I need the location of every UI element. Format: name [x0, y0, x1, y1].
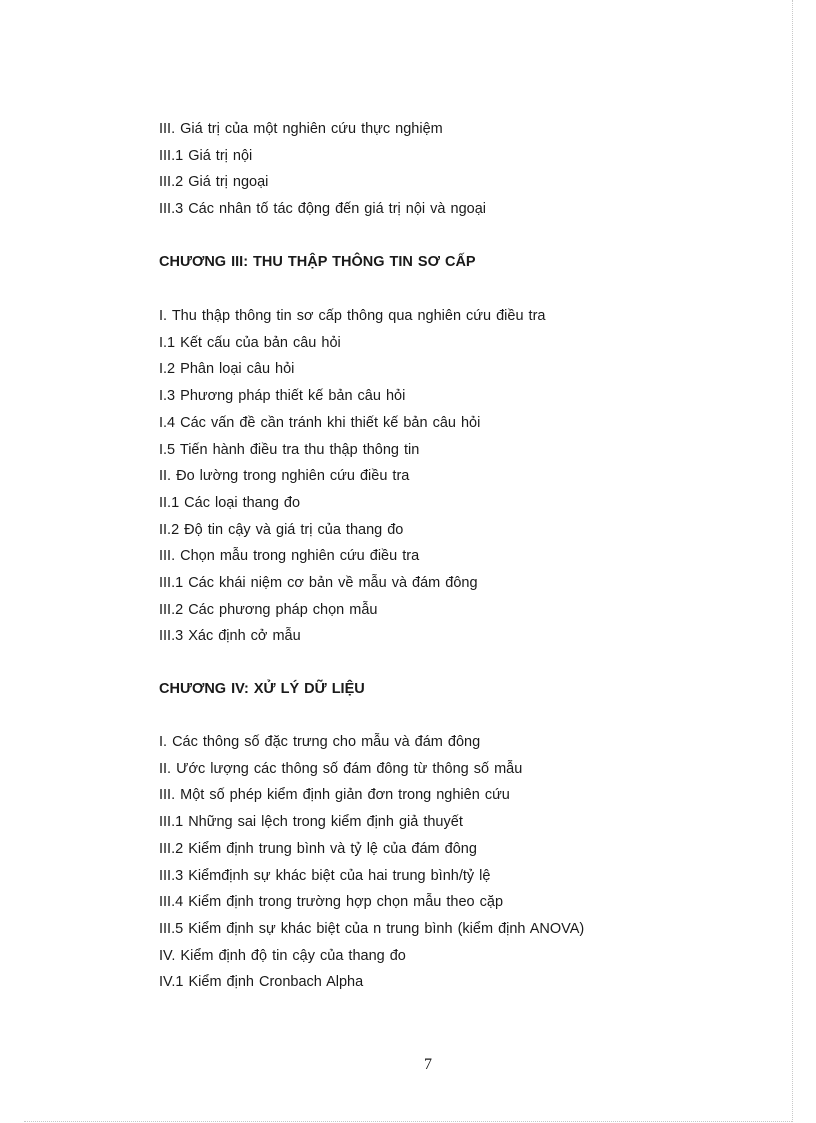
- toc-line: III.3 Kiểmđịnh sự khác biệt của hai trung bình/tỷ lệ: [159, 867, 491, 884]
- toc-line: III.5 Kiểm định sự khác biệt của n trung bình (kiểm định ANOVA): [159, 920, 585, 937]
- toc-line: III.2 Kiểm định trung bình và tỷ lệ của đám đông: [159, 840, 477, 857]
- chapter-3-items: [159, 303, 545, 650]
- toc-line: III. Một số phép kiểm định giản đơn trong nghiên cứu: [159, 787, 510, 804]
- toc-line: II. Đo lường trong nghiên cứu điều tra: [159, 468, 410, 485]
- toc-line: I.3 Phương pháp thiết kế bản câu hỏi: [159, 388, 406, 405]
- toc-line: III. Chọn mẫu trong nghiên cứu điều tra: [159, 548, 420, 565]
- section-three-items: [159, 116, 486, 223]
- toc-line: I. Các thông số đặc trưng cho mẫu và đám đông: [159, 734, 481, 750]
- chapter-4-items: [159, 729, 584, 996]
- toc-line: III.1 Những sai lệch trong kiểm định giả thuyết: [159, 814, 463, 831]
- toc-line: III.3 Xác định cở mẫu: [159, 628, 301, 645]
- page-bottom-border: [24, 1121, 792, 1122]
- toc-line: III.1 Giá trị nội: [159, 147, 253, 164]
- chapter-3-heading: CHƯƠNG III: THU THẬP THÔNG TIN SƠ CẤP: [159, 254, 476, 270]
- toc-line: I.2 Phân loại câu hỏi: [159, 361, 295, 378]
- toc-line: I.1 Kết cấu của bản câu hỏi: [159, 334, 341, 351]
- toc-line: IV.1 Kiểm định Cronbach Alpha: [159, 974, 364, 991]
- toc-line: III. Giá trị của một nghiên cứu thực nghiệm: [159, 121, 443, 137]
- toc-line: III.1 Các khái niệm cơ bản về mẫu và đám đông: [159, 575, 478, 592]
- toc-line: II.2 Độ tin cậy và giá trị của thang đo: [159, 521, 404, 538]
- toc-line: III.4 Kiểm định trong trường hợp chọn mẫu theo cặp: [159, 894, 504, 911]
- toc-line: III.3 Các nhân tố tác động đến giá trị nội và ngoại: [159, 201, 486, 218]
- page-number: 7: [424, 1056, 432, 1073]
- toc-line: I. Thu thập thông tin sơ cấp thông qua nghiên cứu điều tra: [159, 308, 546, 324]
- toc-line: II.1 Các loại thang đo: [159, 494, 301, 511]
- toc-line: IV. Kiểm định độ tin cậy của thang đo: [159, 947, 406, 964]
- chapter-4-heading: CHƯƠNG IV: XỬ LÝ DỮ LIỆU: [159, 681, 365, 697]
- toc-line: II. Ước lượng các thông số đám đông từ thông số mẫu: [159, 760, 523, 777]
- toc-line: I.4 Các vấn đề cần tránh khi thiết kế bản câu hỏi: [159, 414, 481, 431]
- page-right-border: [792, 0, 793, 1122]
- toc-line: I.5 Tiến hành điều tra thu thập thông tin: [159, 441, 420, 458]
- toc-line: III.2 Các phương pháp chọn mẫu: [159, 601, 378, 618]
- toc-line: III.2 Giá trị ngoại: [159, 174, 269, 191]
